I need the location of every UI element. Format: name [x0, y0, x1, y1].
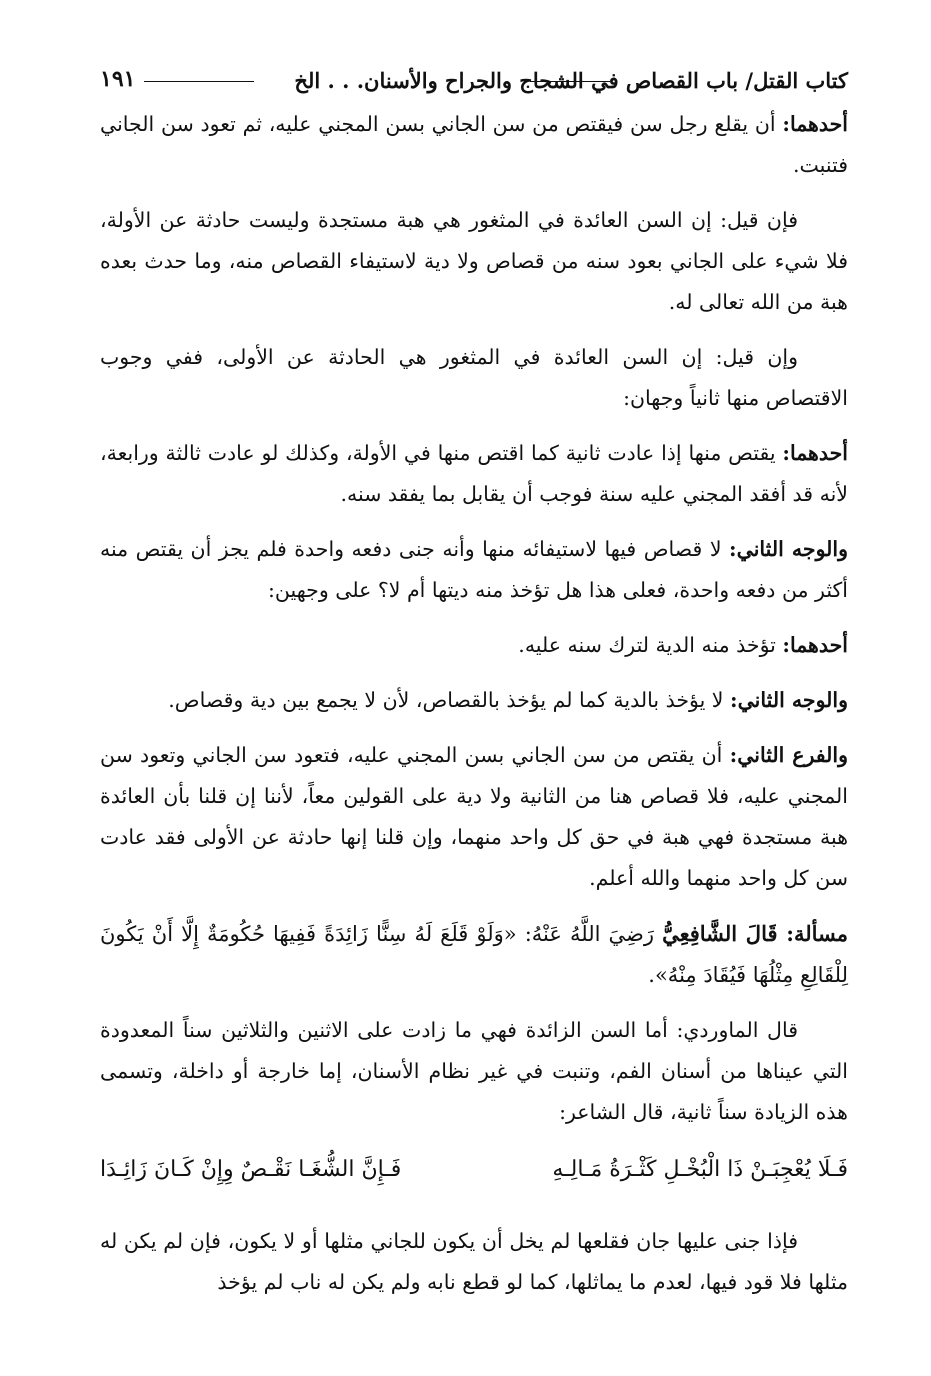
paragraph [100, 200, 848, 323]
paragraph-text: تؤخذ منه الدية لترك سنه عليه. [518, 633, 783, 657]
paragraph-lead: والفرع الثاني: [729, 743, 849, 767]
paragraph [100, 735, 848, 899]
paragraph [100, 1221, 848, 1303]
paragraph-text: أن يقلع رجل سن فيقتص من سن الجاني بسن المجني عليه، ثم تعود سن الجاني فتنبت. [100, 112, 848, 177]
paragraph [100, 529, 848, 611]
paragraph-text: فإن قيل: إن السن العائدة في المثغور هي هبة مستجدة وليست حادثة عن الأولة، فلا شيء على الجاني بعود سنه من قصاص ولا دية لاستيفاء القصاص منه، وما حدث بعده هبة من الله تعالى له. [100, 208, 848, 314]
page-number: ١٩١ [100, 66, 136, 92]
paragraph-text: فإذا جنى عليها جان فقلعها لم يخل أن يكون للجاني مثلها أو لا يكون، فإن لم يكن له مثلها فلا قود فيها، لعدم ما يماثلها، كما لو قطع نابه ولم يكن له ناب لم يؤخذ [100, 1229, 848, 1294]
paragraph [100, 1010, 848, 1133]
paragraph [100, 337, 848, 419]
verse-first-hemistich: فَـلَا يُعْجِبَـنْ ذَا الْبُخْـلِ كَثْـرَةُ مَـالِـهِ [552, 1157, 848, 1182]
header-rule [144, 81, 254, 82]
header-rule [530, 81, 610, 82]
paragraph-lead: أحدهما: [782, 633, 848, 657]
paragraph [100, 433, 848, 515]
paragraph-text: لا يؤخذ بالدية كما لم يؤخذ بالقصاص، لأن لا يجمع بين دية وقصاص. [168, 688, 731, 712]
paragraph-lead: أحدهما: [782, 441, 848, 465]
verse-second-hemistich: فَـإِنَّ الشُّغَـا نَقْـصٌ وِإِنْ كَـانَ زَائِـدَا [100, 1157, 402, 1182]
paragraph-text: رَضِيَ اللَّهُ عَنْهُ: «وَلَوْ قَلَعَ لَهُ سِنًّا زَائِدَةً فَفِيهَا حُكُومَةٌ إِلَّا أَنْ يَكُونَ لِلْقَالِعِ مِثْلُهَا فَيُقَادَ مِنْهُ». [100, 922, 848, 987]
book-page [100, 62, 848, 1317]
paragraph-text: أن يقتص من سن الجاني بسن المجني عليه، فتعود سن الجاني وتعود سن المجني عليه، فلا قصاص هنا من الثانية ولا دية على القولين معاً، لأننا إن قلنا بأن العائدة هبة مستجدة فهي هبة في حق كل واحد منهما، وإن قلنا إنها حادثة عن الأولى فقد عادت سن كل واحد منهما والله أعلم. [100, 743, 848, 890]
paragraph-lead: والوجه الثاني: [729, 537, 849, 561]
paragraph [100, 104, 848, 186]
paragraph [100, 625, 848, 666]
paragraph-lead: والوجه الثاني: [730, 688, 848, 712]
paragraph-text: قال الماوردي: أما السن الزائدة فهي ما زادت على الاثنين والثلاثين سناً المعدودة التي عيناها من أسنان الفم، وتنبت في غير نظام الأسنان، إما خارجة أو داخلة، وتسمى هذه الزيادة سناً ثانية، قال الشاعر: [100, 1018, 848, 1124]
paragraph-text: وإن قيل: إن السن العائدة في المثغور هي الحادثة عن الأولى، ففي وجوب الاقتصاص منها ثانياً وجهان: [100, 345, 848, 410]
paragraph-text: يقتص منها إذا عادت ثانية كما اقتص منها في الأولة، وكذلك لو عادت ثالثة ورابعة، لأنه قد أفقد المجني عليه سنة فوجب أن يقابل بما يفقد سنه. [100, 441, 848, 506]
header-title: كتاب القتل/ باب القصاص في الشجاج والجراح والأسنان. . . الخ [294, 68, 848, 93]
paragraph-lead: مسألة: قَالَ الشَّافِعِيُّ [662, 921, 848, 946]
paragraph-text: لا قصاص فيها لاستيفائه منها وأنه جنى دفعه واحدة فلم يجز أن يقتص منه أكثر من دفعه واحدة، فعلى هذا هل تؤخذ منه ديتها أم لا؟ على وجهين: [100, 537, 848, 602]
poetry-verse [100, 1147, 848, 1203]
paragraph [100, 913, 848, 996]
running-header [100, 62, 848, 104]
paragraph [100, 680, 848, 721]
paragraph-lead: أحدهما: [782, 112, 848, 136]
